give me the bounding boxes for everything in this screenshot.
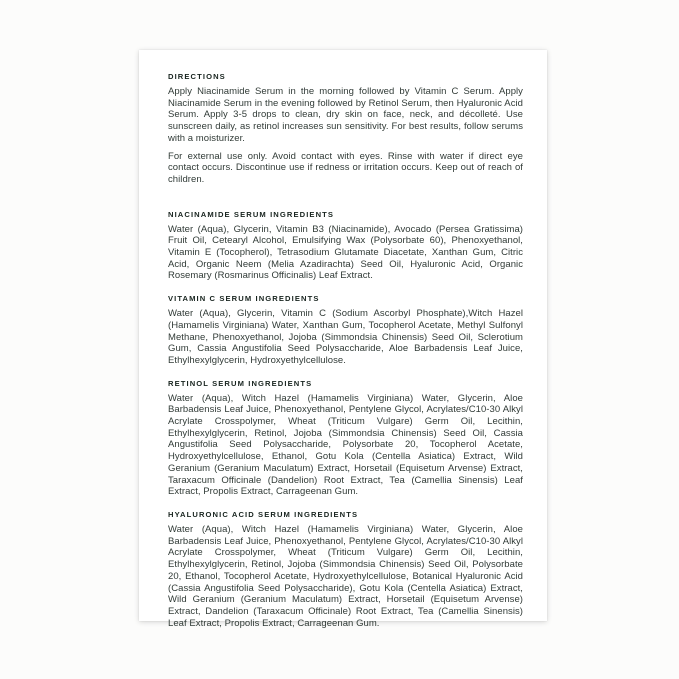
hyaluronic-ingredients-list: Water (Aqua), Witch Hazel (Hamamelis Virginiana) Water, Glycerin, Aloe Barbadensis Leaf Juice, Phenoxyethanol, Pentylene Glycol, Acrylates/C10-30 Alkyl Acrylate Crosspolymer, Wheat (Triticum Vulgare) Germ Oil, Lecithin, Ethylhexylglycerin, Retinol, Jojoba (Simmondsia Chinensis) Seed Oil, Polysorbate 20, Ethanol, Tocopherol Acetate, Hydroxyethylcellulose, Botanical Hyaluronic Acid (Cassia Angustifolia Seed Polysaccharide), Gotu Kola (Centella Asiatica) Extract, Wild Geranium (Geranium Maculatum) Extract, Horsetail (Equisetum Arvense) Extract, Dandelion (Taraxacum Officinale) Root Extract, Tea (Camellia Sinensis) Leaf Extract, Propolis Extract, Carrageenan Gum. bbox=[168, 523, 523, 629]
section-vitamin-c-ingredients bbox=[168, 294, 523, 367]
hyaluronic-ingredients-heading: HYALURONIC ACID SERUM INGREDIENTS bbox=[168, 509, 359, 519]
retinol-ingredients-heading: RETINOL SERUM INGREDIENTS bbox=[168, 378, 313, 388]
vitamin-c-ingredients-heading: VITAMIN C SERUM INGREDIENTS bbox=[168, 294, 320, 304]
vitamin-c-ingredients-list: Water (Aqua), Glycerin, Vitamin C (Sodium Ascorbyl Phosphate),Witch Hazel (Hamamelis Virginiana) Water, Xanthan Gum, Tocopherol Acetate, Methyl Sulfonyl Methane, Phenoxyethanol, Jojoba (Simmondsia Chinensis) Seed Oil, Sclerotium Gum, Cassia Angustifolia Seed Polysaccharide, Aloe Barbadensis Leaf Juice, Ethylhexylglycerin, Hydroxyethylcellulose. bbox=[168, 308, 523, 366]
product-label-card bbox=[139, 50, 547, 629]
niacinamide-ingredients-list: Water (Aqua), Glycerin, Vitamin B3 (Niacinamide), Avocado (Persea Gratissima) Fruit Oil, Cetearyl Alcohol, Emulsifying Wax (Polysorbate 60), Phenoxyethanol, Vitamin E (Tocopherol), Tetrasodium Glutamate Diacetate, Xanthan Gum, Citric Acid, Organic Neem (Melia Azadirachta) Seed Oil, Hyaluronic Acid, Organic Rosemary (Rosmarinus Officinalis) Leaf Extract. bbox=[168, 223, 523, 282]
directions-heading: DIRECTIONS bbox=[168, 72, 226, 81]
section-retinol-ingredients bbox=[168, 379, 523, 498]
section-niacinamide-ingredients bbox=[168, 210, 523, 283]
section-directions bbox=[168, 72, 523, 186]
niacinamide-ingredients-heading: NIACINAMIDE SERUM INGREDIENTS bbox=[168, 209, 335, 219]
retinol-ingredients-list: Water (Aqua), Witch Hazel (Hamamelis Virginiana) Water, Glycerin, Aloe Barbadensis Leaf Juice, Phenoxyethanol, Pentylene Glycol, Acrylates/C10-30 Alkyl Acrylate Crosspolymer, Wheat (Triticum Vulgare) Germ Oil, Lecithin, Ethylhexylglycerin, Retinol, Jojoba (Simmondsia Chinensis) Seed Oil, Cassia Angustifolia Seed Polysaccharide, Polysorbate 20, Tocopherol Acetate, Hydroxyethylcellulose, Ethanol, Gotu Kola (Centella Asiatica) Extract, Wild Geranium (Geranium Maculatum) Extract, Horsetail (Equisetum Arvense) Extract, Taraxacum Officinale (Dandelion) Root Extract, Tea (Camellia Sinensis) Leaf Extract, Propolis Extract, Carrageenan Gum. bbox=[168, 392, 523, 498]
directions-usage-paragraph: Apply Niacinamide Serum in the morning followed by Vitamin C Serum. Apply Niacinamide Serum in the evening followed by Retinol Serum, then Hyaluronic Acid Serum. Apply 3-5 drops to clean, dry skin on face, neck, and décolleté. Use sunscreen daily, as retinol increases sun sensitivity. For best results, follow serums with a moisturizer. bbox=[168, 86, 523, 144]
section-hyaluronic-ingredients bbox=[168, 510, 523, 629]
directions-warning-paragraph: For external use only. Avoid contact with eyes. Rinse with water if direct eye contact occurs. Discontinue use if redness or irritation occurs. Keep out of reach of children. bbox=[168, 150, 523, 185]
